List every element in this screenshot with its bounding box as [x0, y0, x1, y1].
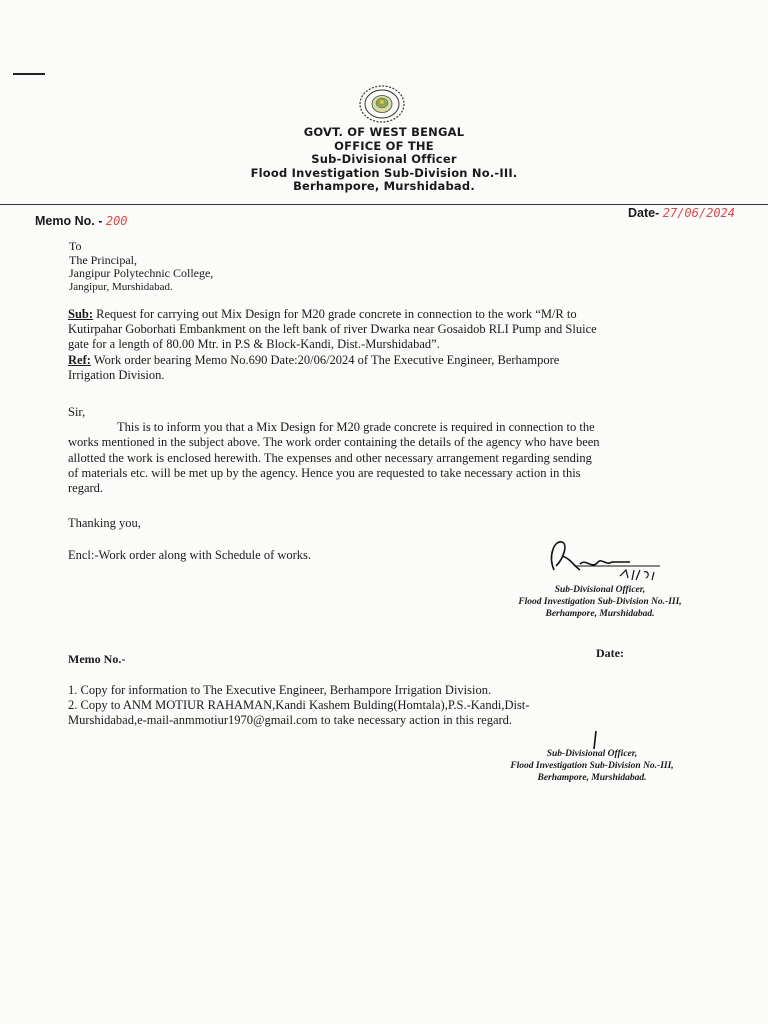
reference-line: Irrigation Division.	[68, 367, 165, 382]
enclosure: Encl:-Work order along with Schedule of works.	[68, 548, 312, 562]
signature-block	[490, 584, 710, 620]
body-line: This is to inform you that a Mix Design for M20 grade concrete is required in connection to the	[117, 420, 595, 435]
body-line: of materials etc. will be met up by the agency. Hence you are requested to take necessary action in this	[68, 465, 581, 480]
copy-item: 1. Copy for information to The Executive Engineer, Berhampore Irrigation Division.	[68, 683, 492, 697]
signature-block-2	[482, 748, 702, 784]
header-divider	[0, 204, 768, 205]
address-line: To	[69, 239, 82, 253]
letterhead-line-officer: Sub-Divisional Officer	[311, 152, 457, 167]
signatory-place: Berhampore, Murshidabad.	[537, 773, 647, 783]
memo-number-value: 200	[105, 214, 128, 228]
body-line: allotted the work is enclosed herewith. The expenses and other necessary arrangement regarding sending	[68, 450, 592, 465]
address-line: Jangipur Polytechnic College,	[69, 266, 214, 281]
memo-date	[628, 206, 735, 220]
date-label: Date-	[628, 206, 660, 220]
reference-label: Ref:	[68, 352, 91, 367]
address-line: The Principal,	[69, 252, 137, 267]
letterhead-line-place: Berhampore, Murshidabad.	[293, 179, 475, 194]
signatory-office: Flood Investigation Sub-Division No.-III,	[510, 761, 674, 771]
copy-date-label: Date:	[596, 646, 624, 660]
signatory-office: Flood Investigation Sub-Division No.-III,	[518, 597, 682, 607]
date-value: 27/06/2024	[662, 206, 735, 220]
subject-label: Sub:	[68, 307, 94, 321]
letterhead-line-subdivision: Flood Investigation Sub-Division No.-III.	[250, 165, 518, 180]
thanks: Thanking you,	[68, 516, 141, 530]
body-line: works mentioned in the subject above. The work order containing the details of the agency who have been	[68, 435, 600, 450]
signatory-place: Berhampore, Murshidabad.	[545, 609, 655, 619]
letter-body	[68, 405, 698, 496]
address-line: Jangipur, Murshidabad.	[69, 280, 173, 293]
salutation: Sir,	[68, 405, 86, 419]
letterhead	[0, 126, 768, 194]
reference-line: Work order bearing Memo No.690 Date:20/06/2024 of The Executive Engineer, Berhampore	[90, 352, 560, 367]
body-line: regard.	[68, 481, 104, 496]
subject-line: Kutirpahar Goborhati Embankment on the left bank of river Dwarka near Gosaidob RLI Pump and Sluice	[68, 322, 597, 337]
signatory-title: Sub-Divisional Officer,	[554, 585, 646, 595]
subject-line: Request for carrying out Mix Design for M20 grade concrete in connection to the work “M/R to	[93, 307, 577, 321]
signatory-title: Sub-Divisional Officer,	[546, 749, 638, 759]
memo-label: Memo No. -	[35, 214, 103, 228]
subject-block	[68, 307, 698, 383]
memo-number	[35, 214, 128, 228]
subject-line: gate for a length of 80.00 Mtr. in P.S & Block-Kandi, Dist.-Murshidabad”.	[68, 337, 440, 352]
copy-list	[68, 683, 698, 729]
recipient-address	[69, 240, 213, 294]
copy-item: 2. Copy to ANM MOTIUR RAHAMAN,Kandi Kashem Bulding(Homtala),P.S.-Kandi,Dist-	[68, 698, 530, 713]
letterhead-line-govt: GOVT. OF WEST BENGAL	[303, 125, 465, 139]
copy-item: Murshidabad,e-mail-anmmotiur1970@gmail.com to take necessary action in this regard.	[68, 713, 513, 728]
government-emblem-icon	[357, 84, 407, 124]
copy-memo-label: Memo No.-	[68, 652, 126, 666]
handwritten-signature	[540, 536, 670, 586]
letterhead-line-office: OFFICE OF THE	[334, 138, 434, 153]
margin-mark	[13, 73, 45, 75]
